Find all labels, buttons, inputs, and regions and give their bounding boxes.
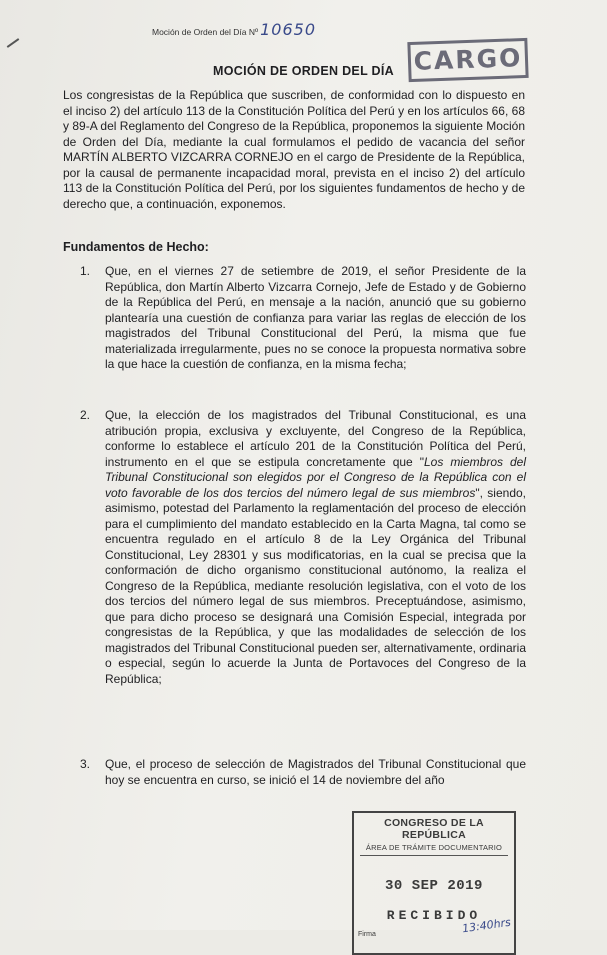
section-heading: Fundamentos de Hecho: bbox=[63, 240, 209, 254]
item-number: 3. bbox=[80, 757, 91, 771]
order-label: Moción de Orden del Día Nº bbox=[152, 27, 259, 37]
intro-paragraph: Los congresistas de la República que suscriben, de conformidad con lo dispuesto en el inciso 2) del artículo 113 de la Constitución Política del Perú y en los artículos 66, 68 y 89-A del Reglamento del Congreso de la República, proponemos la siguiente Moción de Orden del Día, mediante la cual formulamos el pedido de vacancia del señor MARTÍN ALBERTO VIZCARRA CORNEJO en el cargo de Presidente de la República, por la causal de permanente incapacidad moral, prevista en el inciso 2) del artículo 113 de la Constitución Política del Perú, por los siguientes fundamentos de hecho y de derecho que, a continuación, exponemos. bbox=[63, 88, 525, 211]
item-number: 1. bbox=[80, 264, 91, 278]
list-item-1 bbox=[80, 264, 526, 373]
stamp-handwritten-time: 13:40hrs bbox=[461, 915, 512, 936]
list-item-3 bbox=[80, 757, 526, 788]
item-text-after-quote: ", siendo, asimismo, potestad del Parlamento la reglamentación del proceso de elección para el cumplimiento del mandato establecido en la Carta Magna, tal como se encuentra regulado en el artículo 8 de la Ley Orgánica del Tribunal Constitucional, Ley 28301 y sus modificatorias, en la cual se precisa que la conformación de dicho organismo constitucional autónomo, la realiza el Congreso de la República, mediante resolución legislativa, con el voto de los dos tercios del número legal de sus miembros. Preceptuándose, asimismo, que para dicho proceso se designará una Comisión Especial, integrada por congresistas de la República, y que las modalidades de selección de los magistrados del Tribunal Constitucional pueden ser, alternativamente, ordinaria o especial, según lo acuerde la Junta de Portavoces del Congreso de la República; bbox=[105, 485, 526, 686]
item-text: Que, el proceso de selección de Magistrados del Tribunal Constitucional que hoy se encuentra en curso, se inició el 14 de noviembre del año bbox=[105, 757, 526, 787]
stamp-status: RECIBIDO bbox=[386, 908, 482, 923]
document-title: MOCIÓN DE ORDEN DEL DÍA bbox=[213, 64, 394, 78]
stamp-area: ÁREA DE TRÁMITE DOCUMENTARIO bbox=[365, 843, 503, 852]
order-number: 10650 bbox=[260, 20, 317, 39]
constitution-quote: Los miembros del Tribunal Constitucional son elegidos por el Congreso de la República con el voto favorable de los dos tercios del número legal de sus miembros bbox=[105, 454, 526, 500]
item-text bbox=[105, 408, 526, 687]
stamp-signature-label: Firma bbox=[358, 931, 376, 938]
item-text-before-quote: Que, la elección de los magistrados del Tribunal Constitucional, es una atribución propia, exclusiva y excluyente, del Congreso de la República, conforme lo establece el artículo 201 de la Constitución Política del Perú, instrumento en el que se estipula concretamente que " bbox=[105, 408, 526, 469]
received-stamp bbox=[352, 811, 516, 955]
item-text: Que, en el viernes 27 de setiembre de 2019, el señor Presidente de la República, don Martín Alberto Vizcarra Cornejo, Jefe de Estado y de Gobierno de la República del Perú, en mensaje a la nación, anunció que su gobierno plantearía una cuestión de confianza para variar las reglas de elección de los magistrados del Tribunal Constitucional del Perú, la misma que fue materializada irregularmente, pues no se conoce la propuesta normativa sobre la que hace la cuestión de confianza, en la misma fecha; bbox=[105, 264, 526, 371]
order-number-line bbox=[152, 20, 316, 39]
stamp-date: 30 SEP 2019 bbox=[385, 878, 483, 894]
stamp-organization: CONGRESO DE LA REPÚBLICA bbox=[384, 817, 484, 841]
item-number: 2. bbox=[80, 408, 91, 422]
cargo-stamp: CARGO bbox=[407, 38, 528, 82]
stamp-divider bbox=[360, 855, 508, 856]
margin-mark bbox=[7, 38, 20, 48]
list-item-2 bbox=[80, 408, 526, 687]
